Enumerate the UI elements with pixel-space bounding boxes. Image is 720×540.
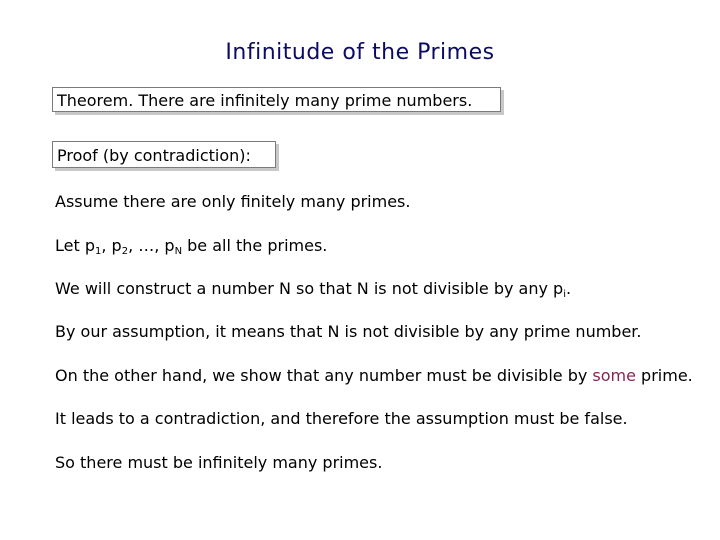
theorem-label: Theorem.: [57, 91, 134, 110]
proof-header-box: [52, 141, 276, 168]
proof-line-2-c: , …, p: [128, 236, 175, 255]
page-title: Infinitude of the Primes: [225, 40, 495, 65]
proof-line-3-b: .: [565, 279, 572, 298]
proof-line-2-d: be all the primes.: [182, 236, 328, 255]
proof-line-5-b: prime.: [635, 366, 693, 385]
proof-line-1: [55, 192, 410, 211]
proof-line-5-a: On the other hand, we show that any number must be divisible by: [55, 366, 593, 385]
proof-line-7: [55, 453, 382, 472]
proof-header: Proof (by contradiction):: [57, 146, 251, 165]
proof-line-1-text: Assume there are only finitely many primes.: [55, 192, 411, 211]
proof-line-2-a: Let p: [55, 236, 95, 255]
proof-line-2: [55, 236, 327, 255]
proof-line-6: [55, 409, 628, 428]
subscript-i: i: [563, 289, 566, 300]
subscript-2: 2: [121, 246, 129, 257]
proof-line-3-a: We will construct a number N so that N is not divisible by any p: [55, 279, 564, 298]
theorem-text: There are infinitely many prime numbers.: [138, 91, 473, 110]
proof-line-5: [55, 366, 693, 385]
proof-line-7-text: So there must be infinitely many primes.: [55, 453, 383, 472]
proof-line-4-text: By our assumption, it means that N is not divisible by any prime number.: [55, 322, 642, 341]
proof-line-6-text: It leads to a contradiction, and therefore the assumption must be false.: [55, 409, 628, 428]
emphasis-some: some: [592, 366, 636, 385]
proof-line-3: [55, 279, 571, 298]
proof-line-2-b: , p: [101, 236, 122, 255]
proof-line-4: [55, 322, 642, 341]
theorem-box: [52, 87, 501, 112]
subscript-n: N: [174, 246, 183, 257]
subscript-1: 1: [95, 246, 102, 257]
